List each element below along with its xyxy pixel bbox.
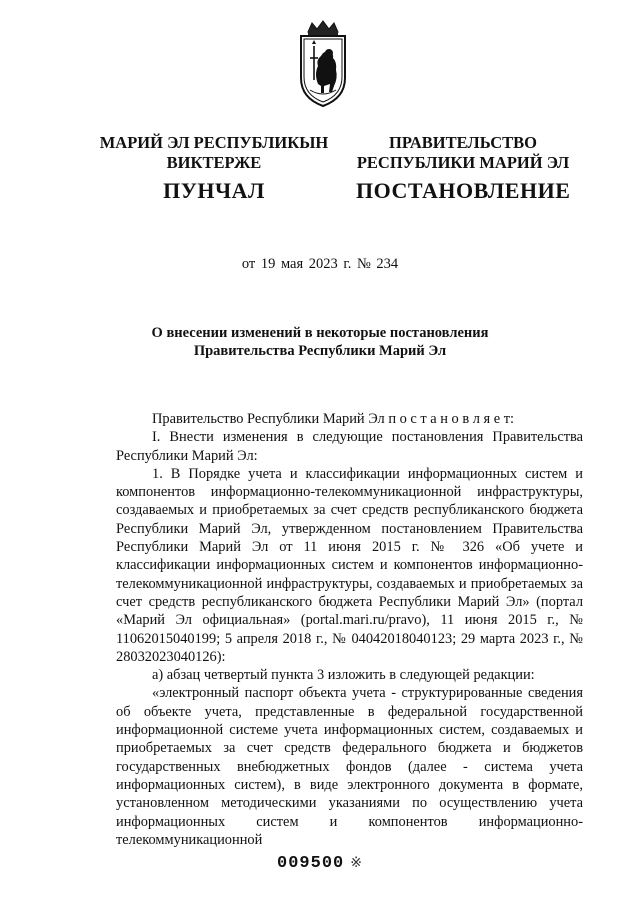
header-right-authority (356, 133, 570, 173)
document-title-line-2: Правительства Республики Марий Эл (193, 343, 447, 359)
paragraph-subitem-a: а) абзац четвертый пункта 3 изложить в следующей редакции: (152, 667, 535, 684)
serial-number-text: 009500 (277, 854, 345, 873)
document-body (116, 410, 583, 849)
header-left-line-2: ВИКТЕРЖЕ (166, 152, 262, 172)
document-title-line-1: О внесении изменений в некоторые постановления (151, 325, 489, 341)
document-date-number: от 19 мая 2023 г. № 234 (241, 256, 399, 272)
paragraph-quote: «электронный паспорт объекта учета - структурированные сведения об объекте учета, представленные в федеральной государственной информационной системе учета информационных систем, создаваемых и приобретаемых за счет средств федерального бюджета и бюджетов государственных внебюджетных фондов (далее - система учета информационных систем), в виде электронного документа в формате, установленном методическими указаниями по осуществлению учета информационных систем и компонентов информационно-телекоммуникационной (116, 685, 583, 848)
serial-mark-icon: ※ (350, 855, 363, 871)
header-right-line-2: РЕСПУБЛИКИ МАРИЙ ЭЛ (356, 152, 570, 172)
coat-of-arms-emblem (296, 18, 350, 108)
header-left-authority (96, 133, 332, 173)
header-right-line-1: ПРАВИТЕЛЬСТВО (389, 133, 537, 152)
header-right-doc-type: ПОСТАНОВЛЕНИЕ (356, 178, 571, 203)
header-left-doc-type: ПУНЧАЛ (163, 178, 265, 203)
header-left-line-1: МАРИЙ ЭЛ РЕСПУБЛИКЫН (99, 133, 329, 152)
page-serial-number (0, 854, 640, 873)
paragraph-item-1: 1. В Порядке учета и классификации информационных систем и компонентов информационно-телекоммуникационной инфраструктуры, создаваемых и приобретаемых за счет средств республиканского бюджета Республики Марий Эл, утвержденном постановлением Правительства Республики Марий Эл от 11 июня 2015 г. № 326 «Об учете и классификации информационных систем и компонентов информационно-телекоммуникационной инфраструктуры, создаваемых и приобретаемых за счет средств республиканского бюджета Республики Марий Эл» (портал «Марий Эл официальная» (portal.mari.ru/pravo), 11 июня 2015 г., № 11062015040199; 5 апреля 2018 г., № 04042018040123; 29 марта 2023 г., № 28032023040126): (116, 465, 583, 665)
paragraph-preamble: Правительство Республики Марий Эл п о с т а н о в л я е т: (152, 411, 515, 427)
paragraph-section-1: I. Внести изменения в следующие постановления Правительства Республики Марий Эл: (116, 429, 583, 464)
document-title (120, 324, 520, 360)
